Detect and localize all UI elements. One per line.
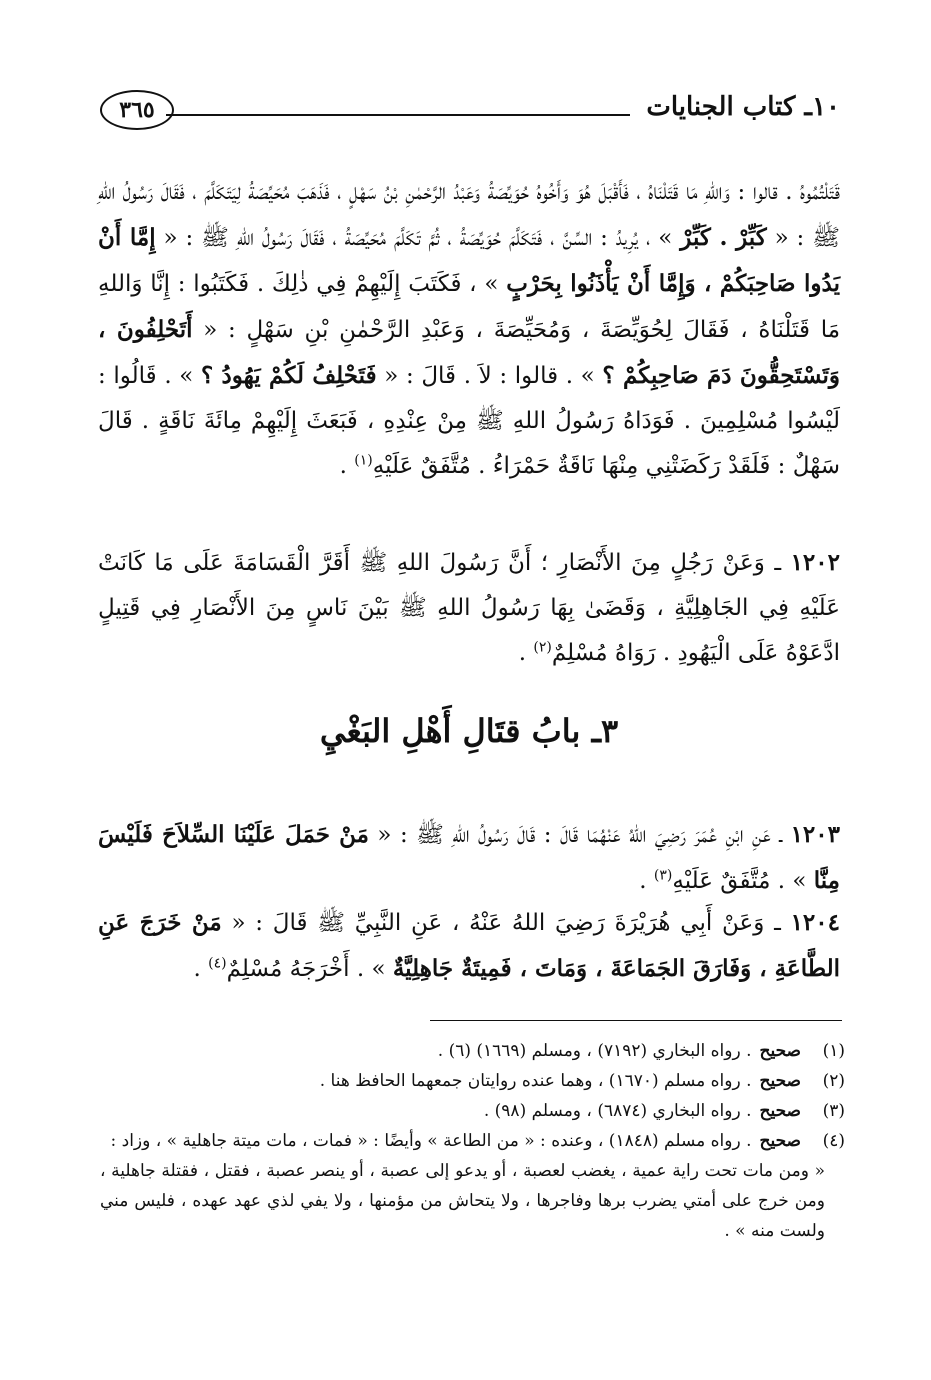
prophet-quote: أَتَحْلِفُونَ ، وَتَسْتَحِقُّونَ دَمَ صَاحِبِكُمْ ؟ [98,316,841,389]
page-header [100,86,840,142]
chapter-title: ١٠ـ كتاب الجنايات [646,92,840,122]
footnote-3 [100,1096,845,1126]
prophet-quote: فَتَحْلِفُ لَكُمْ يَهُودُ ؟ [201,362,377,389]
footnote-quote: « ومن مات تحت راية عمية ، يغضب لعصبة ، أو يدعو إلى عصبة ، أو ينصر عصبة ، فقتل ، فقتلة جاهلية ، ومن خرج على أمتي يضرب برها وفاجرها ، ولا يتحاش من مؤمنها ، ولا يفي لذي عهد عهده ، فليس مني ولست منه » . [100,1161,826,1241]
footnote-text: . رواه البخاري (٧١٩٢) ، ومسلم (١٦٦٩) (٦) . [437,1041,752,1061]
footnote-separator [430,1020,842,1021]
hadith-number: ١٢٠٣ [790,821,840,848]
footnote-4 [100,1126,845,1156]
prophet-quote: مَنْ خَرَجَ عَنِ الطَّاعَةِ ، وَفَارَقَ الجَمَاعَةَ ، وَمَاتَ ، فَمِيتَةٌ جَاهِلِيَّةٌ [98,909,840,982]
grading-label: صحيح [759,1101,801,1121]
footnote-text: . رواه مسلم (١٦٧٠) ، وهما عنده روايتان جمعهما الحافظ هنا . [319,1071,752,1091]
footnote-1 [100,1036,845,1066]
prophet-quote: كَبِّرْ . كَبِّرْ [680,224,767,251]
footnote-2 [100,1066,845,1096]
footnotes [100,1036,845,1246]
footnote-ref[interactable]: (٣) [653,867,673,884]
section-heading: ٣ـ بابُ قتَالِ أَهْلِ البَغْيِ [319,712,619,750]
footnote-ref[interactable]: (٤) [208,955,227,972]
footnote-number: (٤) [822,1131,845,1151]
footnote-ref[interactable]: (٢) [533,639,552,656]
hadith-1202: ١٢٠٢ ـ وَعَنْ رَجُلٍ مِنَ الأَنْصَارِ ؛ أَنَّ رَسُولَ اللهِ ﷺ أَقَرَّ الْقَسَامَةَ عَلَى مَا كَانَتْ عَلَيْهِ فِي الجَاهِلِيَّةِ ، وَقَضَىٰ بِهَا رَسُولُ اللهِ ﷺ بَيْنَ نَاسٍ مِنَ الأَنْصَارِ فِي قَتِيلٍ ادَّعَوْهُ عَلَى الْيَهُودِ . رَوَاهُ مُسْلِمٌ$^{(٢)}$ . [98,549,840,666]
prophet-quote: إِمَّا أَنْ يَدُوا صَاحِبَكُمْ ، وَإِمَّا أَنْ يَأْذَنُوا بِحَرْبٍ [98,224,841,297]
footnote-number: (٢) [822,1071,845,1091]
footnote-number: (٣) [822,1101,845,1121]
grading-label: صحيح [759,1131,801,1151]
footnote-ref[interactable]: (١) [354,452,373,469]
page-number: ٣٦٥ [100,90,174,130]
hadith-1204: ١٢٠٤ ـ وَعَنْ أَبِي هُرَيْرَةَ رَضِيَ اللهُ عَنْهُ ، عَنِ النَّبِيِّ ﷺ قَالَ : « مَنْ خَرَجَ عَنِ الطَّاعَةِ ، وَفَارَقَ الجَمَاعَةَ ، وَمَاتَ ، فَمِيتَةٌ جَاهِلِيَّةٌ » . أَخْرَجَهُ مُسْلِمٌ$^{(٤)}$ . [98,909,840,982]
grading-label: صحيح [759,1071,801,1091]
hadith-number: ١٢٠٢ [790,549,840,576]
grading-label: صحيح [759,1041,801,1061]
hadith-number: ١٢٠٤ [790,909,840,936]
footnote-number: (١) [822,1041,845,1061]
prophet-quote: مَنْ حَمَلَ عَلَيْنَا السِّلاَحَ فَلَيْسَ مِنَّا [98,821,840,894]
footnote-text: . رواه مسلم (١٨٤٨) ، وعنده : « من الطاعة » وأيضًا : « فمات ، مات ميتة جاهلية » ، وزاد : [110,1131,752,1151]
header-rule [166,114,630,116]
hadith-1201-continuation: قَتَلْتُمُوهُ . قالوا : وَاللهِ مَا قَتَلْنَاهُ ، فَأَقْبَلَ هُوَ وَأَخُوهُ حُوَيِّصَةُ وَعَبْدُ الرَّحْمٰنِ بْنُ سَهْلٍ ، فَذَهَبَ مُحَيِّصَةُ لِيَتَكَلَّمَ ، فَقَالَ رَسُولُ اللهِ ﷺ : « كَبِّرْ . كَبِّرْ » ، يُرِيدُ : السِّنَّ ، فَتَكَلَّمَ حُوَيِّصَةُ ، ثُمَّ تَكَلَّمَ مُحَيِّصَةُ ، فَقَالَ رَسُولُ اللهِ ﷺ : « إِمَّا أَنْ يَدُوا صَاحِبَكُمْ ، وَإِمَّا أَنْ يَأْذَنُوا بِحَرْبٍ » ، فَكَتَبَ إِلَيْهِمْ فِي ذٰلِكَ . فَكَتَبُوا : إِنَّا وَاللهِ مَا قَتَلْنَاهُ ، فَقَالَ لِحُوَيِّصَةَ ، وَمُحَيِّصَةَ ، وَعَبْدِ الرَّحْمٰنِ بْنِ سَهْلٍ : « أَتَحْلِفُونَ ، وَتَسْتَحِقُّونَ دَمَ صَاحِبِكُمْ ؟ » . قالوا : لاَ . قَالَ : « فَتَحْلِفُ لَكُمْ يَهُودُ ؟ » . قَالُوا : لَيْسُوا مُسْلِمِينَ . فَوَدَاهُ رَسُولُ اللهِ ﷺ مِنْ عِنْدِهِ ، فَبَعَثَ إِلَيْهِمْ مِائَةَ نَاقَةٍ . قَالَ سَهْلٌ : فَلَقَدْ رَكَضَتْنِي مِنْهَا نَاقَةٌ حَمْرَاءُ . مُتَّفَقٌ عَلَيْهِ$^{(١)}$ . [98,179,841,479]
footnote-text: . رواه البخاري (٦٨٧٤) ، ومسلم (٩٨) . [483,1101,752,1121]
hadith-1203: ١٢٠٣ ـ عَنِ ابْنِ عُمَرَ رَضِيَ اللهُ عَنْهُمَا قَالَ : قَالَ رَسُولُ اللهِ ﷺ : « مَنْ حَمَلَ عَلَيْنَا السِّلاَحَ فَلَيْسَ مِنَّا » . مُتَّفَقٌ عَلَيْهِ$^{(٣)}$ . [98,821,840,894]
